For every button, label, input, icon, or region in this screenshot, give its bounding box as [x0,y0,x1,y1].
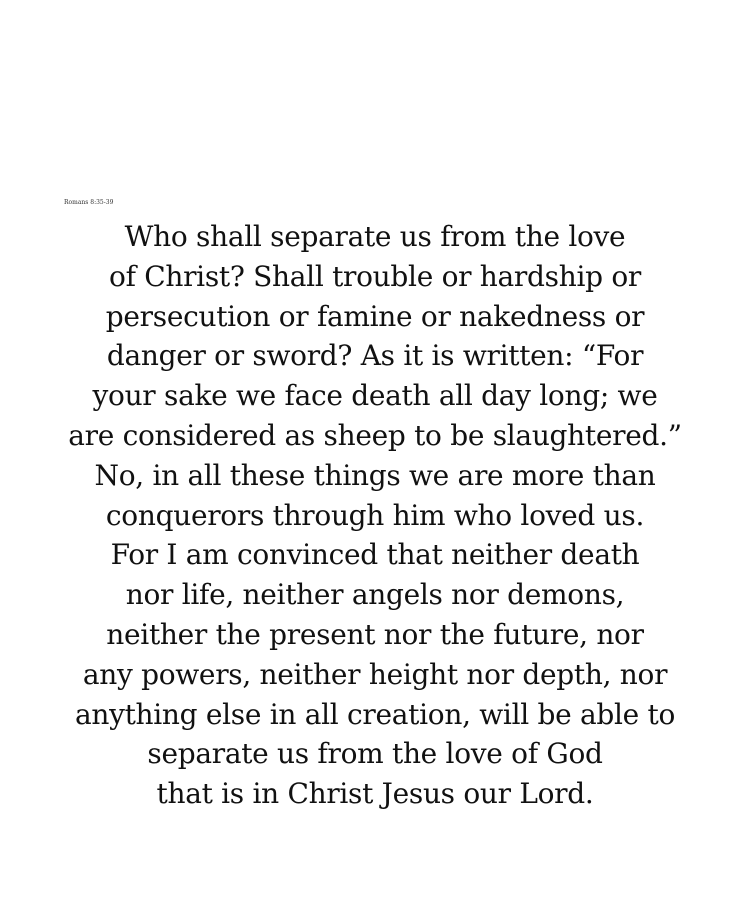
verse-line: of Christ? Shall trouble or hardship or [109,259,641,293]
verse-citation: Romans 8:35-39 [64,199,114,206]
verse-line: any powers, neither height nor depth, nor [82,657,668,691]
verse-line: conquerors through him who loved us. [105,498,645,532]
verse-line: nor life, neither angels nor demons, [125,578,625,612]
verse-line: are considered as sheep to be slaughtered.” [68,418,682,452]
verse-line: your sake we face death all day long; we [92,379,658,413]
verse-line: that is in Christ Jesus our Lord. [156,777,594,811]
verse-line: anything else in all creation, will be able to [74,697,676,731]
verse-text [20,217,730,814]
verse-line: For I am convinced that neither death [110,538,640,572]
verse-line: Who shall separate us from the love [124,220,626,253]
verse-line: persecution or famine or nakedness or [105,299,645,333]
verse-line: neither the present nor the future, nor [106,617,644,651]
verse-line: danger or sword? As it is written: “For [106,339,644,373]
verse-line: separate us from the love of God [147,737,603,771]
verse-line: No, in all these things we are more than [94,458,656,492]
